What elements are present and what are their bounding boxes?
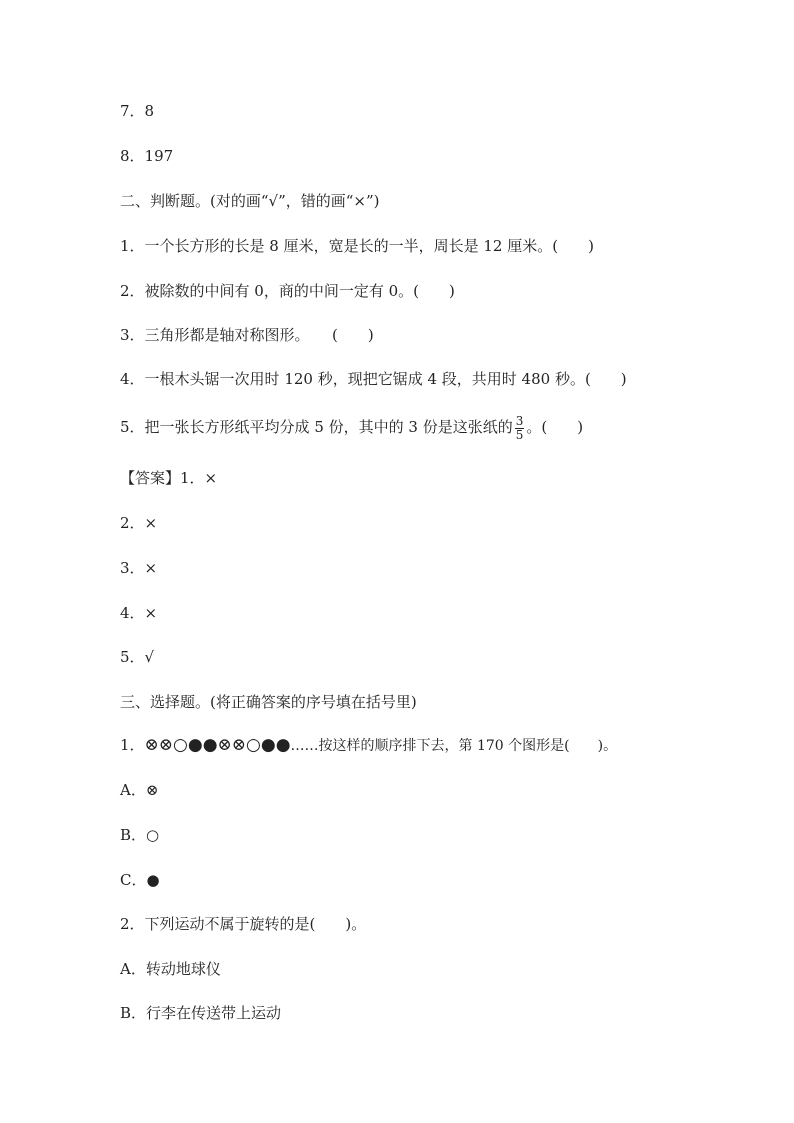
judge-q5-text: 5．把一张长方形纸平均分成 5 份，其中的 3 份是这张纸的	[120, 418, 513, 436]
choice-q1-option-b: B．○	[120, 826, 160, 844]
judge-q1: 1．一个长方形的长是 8 厘米，宽是长的一半，周长是 12 厘米。( )	[120, 237, 594, 255]
choice-q1-number: 1．	[120, 736, 145, 754]
answer-judge-1: 【答案】1．×	[120, 469, 218, 487]
fraction-denominator: 5	[515, 427, 524, 442]
answer-judge-4: 4．×	[120, 604, 158, 622]
choice-q1-option-c: C．●	[120, 871, 160, 889]
judge-q2: 2．被除数的中间有 0，商的中间一定有 0。( )	[120, 282, 455, 300]
shape-pattern: ⊗⊗○●●⊗⊗○●●	[144, 735, 291, 755]
section3-heading: 三、选择题。(将正确答案的序号填在括号里)	[120, 693, 417, 711]
choice-q1-option-a: A．⊗	[120, 781, 159, 799]
choice-q1	[120, 735, 617, 756]
fraction-three-fifths	[515, 415, 525, 442]
answer-8: 8．197	[120, 147, 174, 165]
judge-q5	[120, 412, 583, 442]
choice-q2-option-b: B．行李在传送带上运动	[120, 1004, 282, 1022]
answer-judge-3: 3．×	[120, 559, 158, 577]
judge-q5-tail: 。( )	[526, 418, 584, 436]
choice-q2: 2．下列运动不属于旋转的是( )。	[120, 915, 367, 933]
section2-heading: 二、判断题。(对的画“√”，错的画“×”)	[120, 192, 380, 210]
choice-q1-text: ……按这样的顺序排下去，第 170 个图形是( )。	[290, 738, 618, 754]
judge-q3: 3．三角形都是轴对称图形。 ( )	[120, 326, 374, 344]
judge-q4: 4．一根木头锯一次用时 120 秒，现把它锯成 4 段，共用时 480 秒。( )	[120, 370, 627, 388]
fraction-numerator: 3	[515, 413, 524, 428]
answer-judge-5: 5．√	[120, 648, 155, 666]
choice-q2-option-a: A．转动地球仪	[120, 960, 221, 978]
answer-judge-2: 2．×	[120, 514, 158, 532]
answer-7: 7．8	[120, 102, 155, 120]
